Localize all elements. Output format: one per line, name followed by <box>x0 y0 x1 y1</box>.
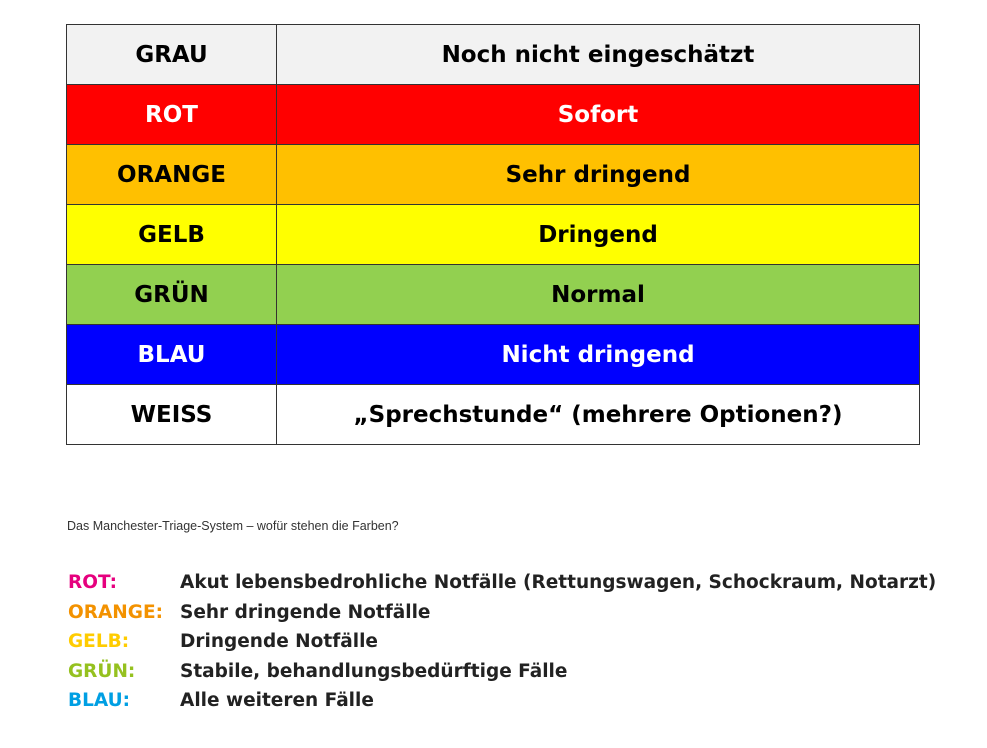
caption: Das Manchester-Triage-System – wofür stehen die Farben? <box>67 519 399 533</box>
color-name-cell: ORANGE <box>67 145 277 205</box>
legend-description: Alle weiteren Fälle <box>180 690 374 712</box>
legend-item <box>68 568 936 598</box>
meaning-cell: Normal <box>277 265 920 325</box>
legend-item <box>68 686 936 716</box>
legend-description: Akut lebensbedrohliche Notfälle (Rettungswagen, Schockraum, Notarzt) <box>180 572 937 594</box>
color-legend <box>68 568 936 716</box>
meaning-cell: Noch nicht eingeschätzt <box>277 25 920 85</box>
legend-label: GRÜN: <box>68 660 136 682</box>
meaning-cell: Sofort <box>277 85 920 145</box>
table-row <box>67 205 920 265</box>
legend-description: Stabile, behandlungsbedürftige Fälle <box>180 660 568 682</box>
table-row <box>67 325 920 385</box>
color-name-cell: GELB <box>67 205 277 265</box>
legend-label: GELB: <box>68 631 130 653</box>
legend-label: BLAU: <box>68 690 131 712</box>
legend-description: Dringende Notfälle <box>180 631 378 653</box>
legend-item <box>68 598 936 628</box>
table-row <box>67 85 920 145</box>
legend-label: ROT: <box>68 572 117 594</box>
color-name-cell: WEISS <box>67 385 277 445</box>
table-row <box>67 25 920 85</box>
color-name-cell: BLAU <box>67 325 277 385</box>
legend-description: Sehr dringende Notfälle <box>180 601 431 623</box>
triage-color-table <box>66 24 920 445</box>
meaning-cell: „Sprechstunde“ (mehrere Optionen?) <box>277 385 920 445</box>
meaning-cell: Dringend <box>277 205 920 265</box>
table-row <box>67 385 920 445</box>
table-row <box>67 145 920 205</box>
meaning-cell: Nicht dringend <box>277 325 920 385</box>
legend-item <box>68 657 936 687</box>
color-name-cell: ROT <box>67 85 277 145</box>
legend-label: ORANGE: <box>68 601 163 623</box>
legend-item <box>68 627 936 657</box>
color-name-cell: GRAU <box>67 25 277 85</box>
meaning-cell: Sehr dringend <box>277 145 920 205</box>
color-name-cell: GRÜN <box>67 265 277 325</box>
table-row <box>67 265 920 325</box>
